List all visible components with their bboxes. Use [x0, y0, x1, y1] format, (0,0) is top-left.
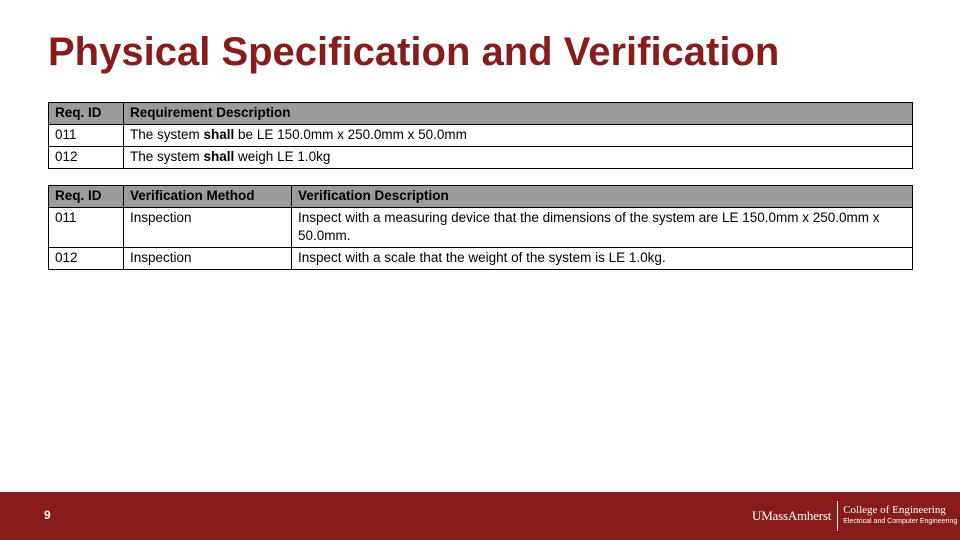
requirement-text-post: weigh LE 1.0kg — [234, 149, 331, 164]
verification-method-cell: Inspection — [124, 248, 292, 270]
college-name: College of Engineering — [843, 504, 946, 516]
req-id-cell: 012 — [49, 248, 124, 270]
requirement-description-cell — [124, 147, 913, 169]
column-header-req-id: Req. ID — [49, 186, 124, 208]
logo-divider — [837, 501, 838, 531]
table-row — [49, 248, 913, 270]
column-header-verification-method: Verification Method — [124, 186, 292, 208]
req-id-cell: 012 — [49, 147, 124, 169]
table-row — [49, 208, 913, 248]
requirements-table — [48, 102, 913, 169]
requirement-text-pre: The system — [130, 149, 204, 164]
column-header-requirement-description: Requirement Description — [124, 103, 913, 125]
verification-method-cell: Inspection — [124, 208, 292, 248]
table-header-row — [49, 186, 913, 208]
requirement-keyword: shall — [203, 149, 235, 164]
table-row — [49, 125, 913, 147]
university-name: UMassAmherst — [752, 508, 832, 523]
requirement-text-post: be LE 150.0mm x 250.0mm x 50.0mm — [234, 127, 467, 142]
verification-description-cell: Inspect with a scale that the weight of the system is LE 1.0kg. — [292, 248, 913, 270]
table-header-row — [49, 103, 913, 125]
department-name: Electrical and Computer Engineering — [843, 518, 958, 525]
verification-table — [48, 185, 913, 270]
footer-bar — [0, 492, 960, 540]
req-id-cell: 011 — [49, 208, 124, 248]
column-header-req-id: Req. ID — [49, 103, 124, 125]
umass-logo — [752, 500, 957, 532]
verification-description-cell: Inspect with a measuring device that the dimensions of the system are LE 150.0mm x 250.0mm x 50.0mm. — [292, 208, 913, 248]
requirement-text-pre: The system — [130, 127, 204, 142]
slide-title: Physical Specification and Verification — [48, 30, 780, 74]
req-id-cell: 011 — [49, 125, 124, 147]
table-row — [49, 147, 913, 169]
requirement-description-cell — [124, 125, 913, 147]
slide-number: 9 — [44, 508, 51, 522]
requirement-keyword: shall — [203, 127, 235, 142]
college-block — [843, 504, 957, 528]
column-header-verification-description: Verification Description — [292, 186, 913, 208]
